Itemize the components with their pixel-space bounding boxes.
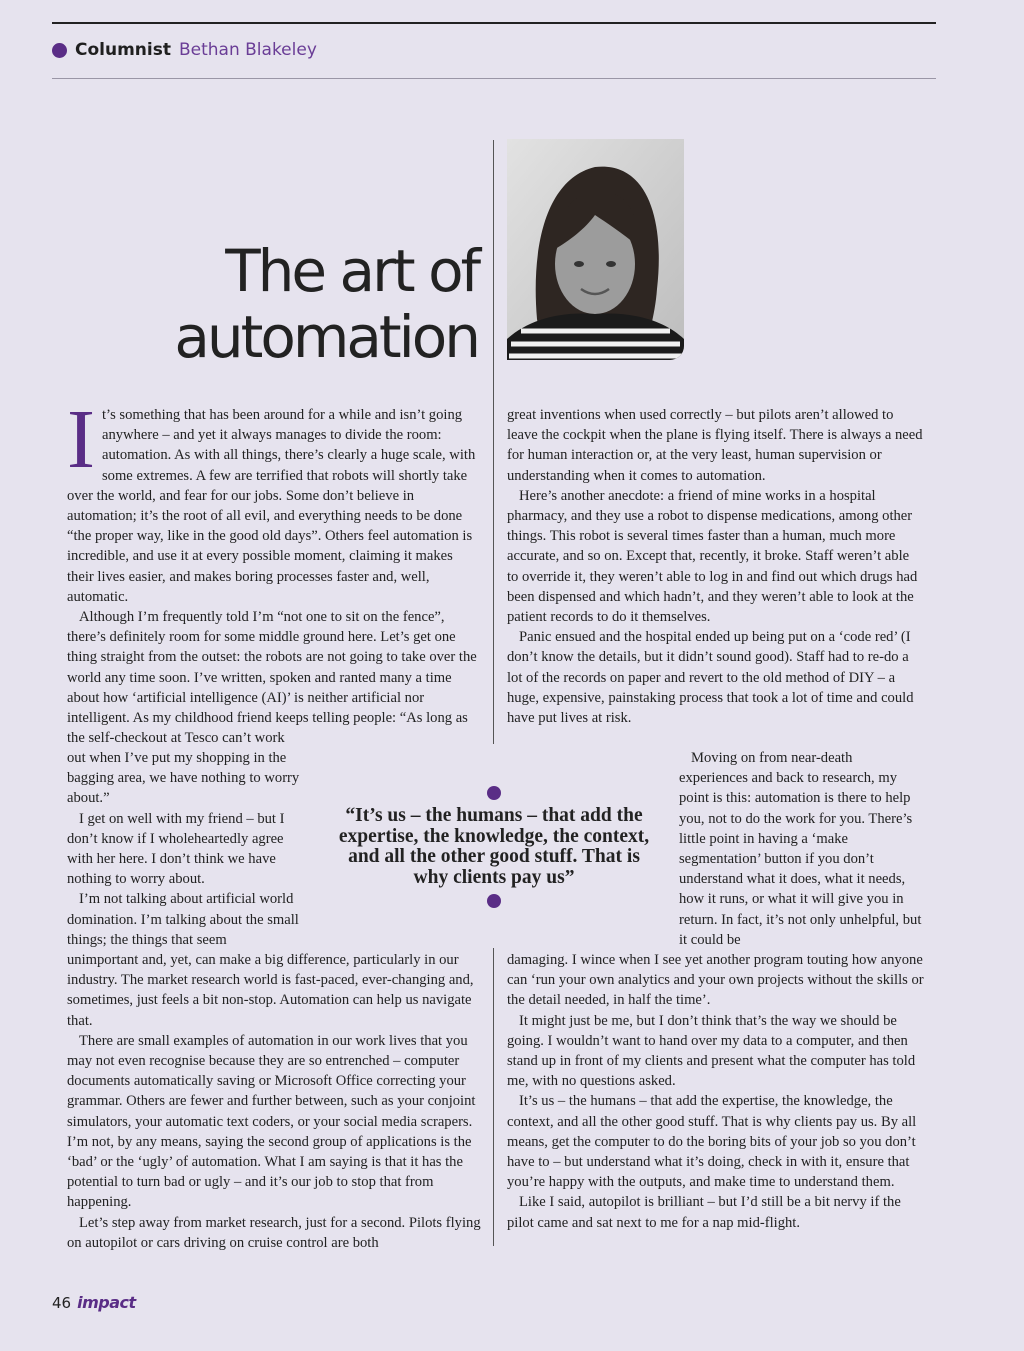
paragraph-5: There are small examples of automation in our work lives that you may not even recognise because they are so entrenched – computer documents automatically saving or Microsoft Office correcting your grammar. Others are fewer and further between, such as your conjoint simulators, your automatic text coders, or your social media scrapers. I’m not, by any means, saying the second group of applications is the ‘bad’ or the ‘ugly’ of automation. What I am saying is that it has the potential to turn bad or ugly – and it’s our job to stop that from happening.: [67, 1032, 476, 1211]
paragraph-2-cont: out when I’ve put my shopping in the bagging area, we have nothing to worry about.”: [67, 750, 300, 807]
bullet-dot-icon: [52, 43, 67, 58]
left-column-narrow: [67, 748, 311, 950]
column-divider-top: [493, 140, 494, 744]
column-divider-bottom: [493, 948, 494, 1246]
right-paragraph-4-cont: damaging. I wince when I see yet another program touting how anyone can ‘run your own analytics and your own projects without the skills or the detail needed, in half the time’.: [507, 952, 924, 1009]
paragraph-3: I get on well with my friend – but I don’t know if I wholeheartedly agree with her here. I don’t think we have nothing to worry about.: [67, 810, 285, 888]
right-paragraph-6: It’s us – the humans – that add the expertise, the knowledge, the context, and all the other good stuff. That is why clients pay us. By all means, get the computer to do the boring bits of your job so you don’t have to – but understand what it’s doing, check in with it, ensure that you’re happy with the outputs, and make time to understand them.: [507, 1093, 917, 1191]
author-portrait-image: [507, 139, 684, 360]
paragraph-6: Let’s step away from market research, just for a second. Pilots flying on autopilot or cars driving on cruise control are both: [67, 1214, 481, 1251]
columnist-role: Columnist: [75, 40, 171, 60]
columnist-name: Bethan Blakeley: [178, 40, 317, 60]
right-paragraph-7: Like I said, autopilot is brilliant – but I’d still be a bit nervy if the pilot came and sat next to me for a nap mid-flight.: [507, 1194, 901, 1231]
quote-dot-top-icon: [487, 786, 501, 800]
header-rule: [52, 78, 936, 79]
right-column-lower: [507, 950, 924, 1233]
right-paragraph-3: Panic ensued and the hospital ended up being put on a ‘code red’ (I don’t know the details, but it didn’t sound good). Staff had to re-do a lot of the records on paper and revert to the old method of DIY – a huge, expensive, painstaking process that took a lot of time and could have put lives at risk.: [507, 629, 914, 727]
magazine-logo: impact: [77, 1293, 136, 1312]
paragraph-2: Although I’m frequently told I’m “not one to sit on the fence”, there’s definitely room for some middle ground here. Let’s get one thing straight from the outset: the robots are not going to take over the world any time soon. I’ve written, spoken and ranted many a time about how ‘artificial intelligence (AI)’ is neither artificial nor intelligent. As my childhood friend keeps telling people: “As long as the self-checkout at Tesco can’t work: [67, 609, 477, 747]
right-column-upper: [507, 405, 924, 728]
title-line-1: The art of: [225, 237, 478, 305]
left-column-lower: [67, 950, 481, 1253]
drop-cap: I: [67, 393, 95, 486]
right-paragraph-5: It might just be me, but I don’t think that’s the way we should be going. I wouldn’t want to hand over my data to a computer, and then stand up in front of my clients and present what the computer has told me, with no questions asked.: [507, 1012, 916, 1090]
paragraph-1: It’s something that has been around for a while and isn’t going anywhere – and yet it always manages to divide the room: automation. As with all things, there’s clearly a huge scale, with some extremes. A few are terrified that robots will shortly take over the world, and fear for our jobs. Some don’t believe in automation; it’s the root of all evil, and everything needs to be done “the proper way, like in the good old days”. Others feel automation is incredible, and use it at every possible moment, claiming it makes their lives easier, and makes boring processes faster and, well, automatic.: [67, 393, 476, 605]
quote-dot-bottom-icon: [487, 894, 501, 908]
right-paragraph-4: Moving on from near-death experiences and back to research, my point is this: automation is there to help you, not to do the work for you. There’s little point in having a ‘make segmentation’ button if you don’t understand what it does, what it needs, how it runs, or what it will give you in return. In fact, it’s not only unhelpful, but it could be: [679, 750, 922, 948]
paragraph-4: I’m not talking about artificial world domination. I’m talking about the small things; the things that seem: [67, 891, 299, 948]
right-column-narrow: [679, 748, 924, 950]
right-paragraph-2: Here’s another anecdote: a friend of mine works in a hospital pharmacy, and they use a robot to dispense medications, among other things. This robot is several times faster than a human, much more accurate, and so on. Except that, recently, it broke. Staff weren’t able to override it, they weren’t able to log in and find out which drugs had been dispensed and which hadn’t, and they weren’t able to look at the patient records to do it themselves.: [507, 487, 918, 626]
author-photo: [507, 139, 684, 360]
left-column-upper: [67, 393, 481, 748]
columnist-tag: [52, 40, 317, 60]
title-line-2: automation: [174, 303, 478, 371]
right-paragraph-1: great inventions when used correctly – but pilots aren’t allowed to leave the cockpit when the plane is flying itself. There is always a need for human interaction or, at the very least, human supervision or understanding when it comes to automation.: [507, 407, 923, 484]
article-title: [174, 238, 478, 370]
page-number: 46: [52, 1294, 72, 1312]
top-rule: [52, 22, 936, 24]
page-footer: [52, 1293, 136, 1312]
pull-quote-text: “It’s us – the humans – that add the expertise, the knowledge, the context, and all the other good stuff. That is why clients pay us”: [338, 805, 650, 888]
paragraph-4-cont: unimportant and, yet, can make a big difference, particularly in our industry. The market research world is fast-paced, ever-changing and, sometimes, just feels a bit non-stop. Automation can help us navigate that.: [67, 952, 474, 1029]
pull-quote: [334, 786, 654, 908]
